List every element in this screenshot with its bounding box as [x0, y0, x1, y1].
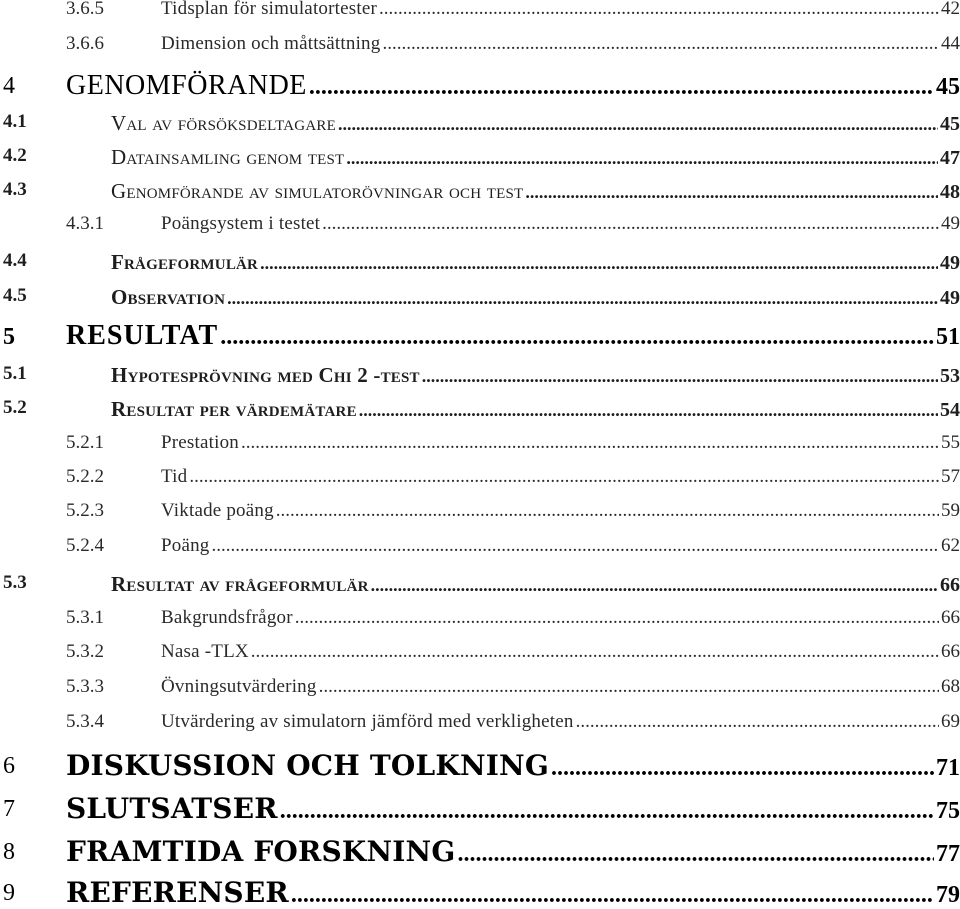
toc-entry[interactable]: [0, 179, 960, 207]
leader-dots: [371, 575, 938, 596]
toc-entry-title: Utvärdering av simulatorn jämförd med verkligheten: [161, 711, 574, 732]
leader-dots: [422, 366, 938, 387]
toc-entry-number: 3.6.5: [66, 0, 104, 19]
toc-entry[interactable]: [0, 432, 960, 462]
toc-entry[interactable]: [0, 676, 960, 706]
toc-entry-title: GENOMFÖRANDE: [66, 70, 307, 101]
toc-entry-number: 4: [3, 73, 15, 99]
toc-entry[interactable]: [0, 607, 960, 637]
toc-entry-page: 68: [941, 676, 960, 697]
toc-entry-title: DISKUSSION OCH TOLKNING: [66, 749, 549, 782]
toc-entry-page: 55: [941, 432, 960, 453]
toc-entry-page: 71: [936, 755, 960, 781]
toc-entry-title: Datainsamling genom test: [111, 145, 345, 169]
toc-entry-number: 5.2: [3, 397, 27, 418]
toc-entry-page: 69: [941, 711, 960, 732]
leader-dots: [309, 74, 934, 101]
toc-entry-title: Bakgrundsfrågor: [161, 607, 293, 628]
toc-entry-page: 66: [941, 641, 960, 662]
toc-entry[interactable]: [0, 397, 960, 425]
leader-dots: [280, 798, 934, 825]
toc-entry-number: 9: [3, 880, 15, 906]
toc-entry-page: 44: [941, 33, 960, 54]
toc-entry-number: 7: [3, 796, 15, 822]
toc-entry-page: 53: [940, 365, 960, 387]
toc-entry[interactable]: [0, 572, 960, 600]
toc-entry-number: 5.3.1: [66, 607, 104, 628]
toc-entry-page: 77: [936, 841, 960, 867]
toc-entry[interactable]: [0, 641, 960, 671]
toc-entry[interactable]: [0, 285, 960, 313]
toc-entry-page: 57: [941, 466, 960, 487]
toc-entry-number: 5.2.2: [66, 466, 104, 487]
toc-entry-title: SLUTSATSER: [66, 792, 278, 825]
toc-entry-number: 5.1: [3, 363, 27, 384]
toc-entry-number: 4.1: [3, 111, 27, 132]
leader-dots: [212, 535, 940, 557]
toc-entry-page: 79: [936, 882, 960, 908]
leader-dots: [319, 676, 939, 698]
toc-entry-title: REFERENSER: [66, 876, 289, 909]
toc-entry-title: Övningsutvärdering: [161, 676, 317, 697]
leader-dots: [346, 148, 938, 169]
toc-entry[interactable]: [0, 111, 960, 139]
toc-entry-title: Frågeformulär: [111, 250, 259, 274]
leader-dots: [189, 466, 939, 488]
toc-entry-number: 6: [3, 753, 15, 779]
toc-entry-page: 48: [940, 181, 960, 203]
toc-entry-number: 5.3.4: [66, 711, 104, 732]
toc-entry[interactable]: [0, 749, 960, 785]
toc-entry-page: 54: [940, 399, 960, 421]
toc-entry-page: 75: [936, 798, 960, 824]
toc-entry-number: 4.2: [3, 145, 27, 166]
toc-entry-title: Genomförande av simulatorövningar och test: [111, 179, 524, 203]
toc-entry-number: 5.2.4: [66, 535, 104, 556]
toc-entry-number: 4.4: [3, 250, 27, 271]
toc-entry-title: Poäng: [161, 535, 210, 556]
leader-dots: [359, 400, 938, 421]
leader-dots: [260, 253, 938, 274]
leader-dots: [295, 607, 939, 629]
leader-dots: [220, 324, 934, 351]
toc-entry[interactable]: [0, 711, 960, 741]
toc-entry-number: 8: [3, 839, 15, 865]
toc-entry-page: 51: [936, 324, 960, 350]
toc-entry-title: Tidsplan för simulatortester: [161, 0, 377, 19]
toc-entry[interactable]: [0, 835, 960, 871]
toc-entry-title: FRAMTIDA FORSKNING: [66, 835, 456, 868]
toc-entry-number: 4.5: [3, 285, 27, 306]
toc-entry[interactable]: [0, 33, 960, 63]
toc-entry[interactable]: [0, 145, 960, 173]
toc-entry[interactable]: [0, 320, 960, 354]
toc-entry-number: 5: [3, 324, 15, 350]
toc-entry-page: 47: [940, 147, 960, 169]
toc-entry[interactable]: [0, 363, 960, 391]
leader-dots: [379, 0, 939, 20]
toc-entry-page: 45: [940, 113, 960, 135]
toc-entry-title: Observation: [111, 285, 226, 309]
toc-entry-title: Hypotesprövning med Chi 2 -test: [111, 363, 420, 387]
leader-dots: [322, 213, 939, 235]
toc-entry[interactable]: [0, 466, 960, 496]
toc-entry[interactable]: [0, 876, 960, 908]
toc-entry-title: Viktade poäng: [161, 500, 274, 521]
toc-entry-title: Resultat av frågeformulär: [111, 572, 369, 596]
toc-entry[interactable]: [0, 792, 960, 828]
toc-entry-page: 45: [936, 74, 960, 100]
leader-dots: [576, 711, 939, 733]
toc-entry-page: 59: [941, 500, 960, 521]
toc-entry-number: 3.6.6: [66, 33, 104, 54]
toc-entry-page: 66: [940, 574, 960, 596]
toc-entry[interactable]: [0, 70, 960, 104]
leader-dots: [338, 114, 938, 135]
leader-dots: [291, 882, 934, 909]
toc-entry[interactable]: [0, 500, 960, 530]
toc-entry-page: 42: [941, 0, 960, 19]
toc-entry-number: 5.3.3: [66, 676, 104, 697]
toc-entry-title: RESULTAT: [66, 320, 219, 351]
toc-entry-title: Val av försöksdeltagare: [111, 111, 336, 135]
leader-dots: [382, 33, 939, 55]
leader-dots: [227, 288, 938, 309]
toc-entry-number: 5.2.3: [66, 500, 104, 521]
toc-entry-number: 4.3: [3, 179, 27, 200]
leader-dots: [251, 641, 939, 663]
toc-entry-number: 5.3.2: [66, 641, 104, 662]
leader-dots: [457, 841, 934, 868]
toc-entry-title: Poängsystem i testet: [161, 213, 321, 234]
toc-entry-page: 66: [941, 607, 960, 628]
toc-entry[interactable]: [0, 213, 960, 243]
toc-entry[interactable]: [0, 0, 960, 28]
leader-dots: [276, 500, 939, 522]
toc-entry-title: Prestation: [161, 432, 239, 453]
toc-entry[interactable]: [0, 535, 960, 565]
toc-entry-number: 5.3: [3, 572, 27, 593]
toc-entry-title: Tid: [161, 466, 188, 487]
leader-dots: [525, 182, 938, 203]
toc-entry-page: 49: [941, 213, 960, 234]
toc-entry-page: 62: [941, 535, 960, 556]
toc-entry-page: 49: [940, 287, 960, 309]
toc-entry-title: Dimension och måttsättning: [161, 33, 381, 54]
toc-entry-page: 49: [940, 252, 960, 274]
toc-entry-title: Resultat per värdemätare: [111, 397, 357, 421]
leader-dots: [551, 755, 934, 782]
toc-entry[interactable]: [0, 250, 960, 278]
toc-entry-number: 5.2.1: [66, 432, 104, 453]
toc-entry-title: Nasa -TLX: [161, 641, 249, 662]
leader-dots: [241, 432, 939, 454]
toc-entry-number: 4.3.1: [66, 213, 104, 234]
